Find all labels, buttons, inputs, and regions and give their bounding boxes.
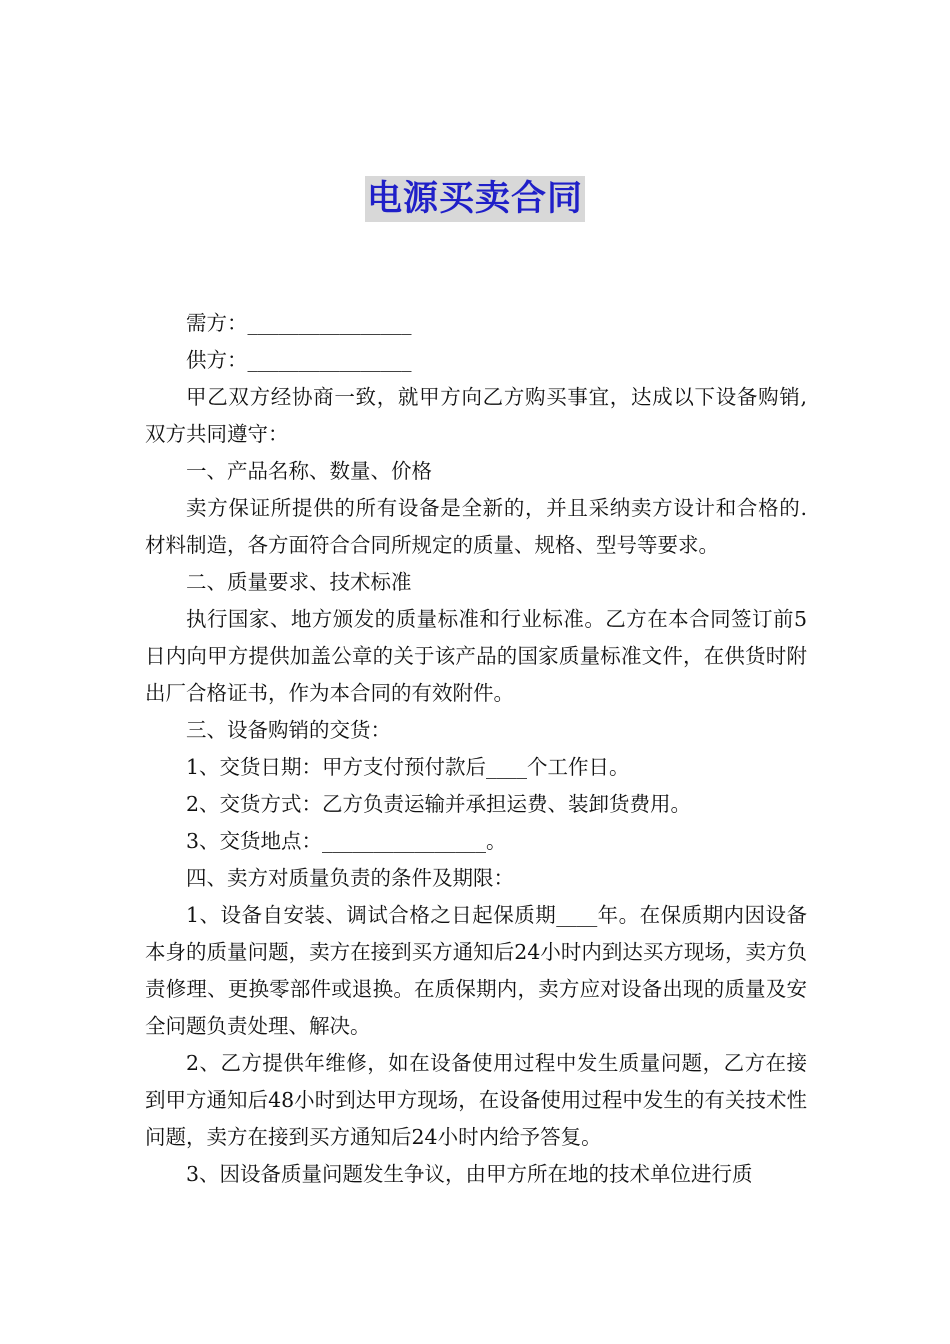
paragraph-intro: 甲乙双方经协商一致，就甲方向乙方购买事宜，达成以下设备购销,双方共同遵守： xyxy=(145,385,807,446)
clause-4-3: 3、因设备质量问题发生争议，由甲方所在地的技术单位进行质 xyxy=(186,1162,753,1186)
clause-4-2: 2、乙方提供年维修，如在设备使用过程中发生质量问题，乙方在接到甲方通知后48小时到达甲方现场，在设备使用过程中发生的有关技术性问题，卖方在接到买方通知后24小时内给予答复。 xyxy=(145,1051,807,1149)
clause-3-1: 1、交货日期：甲方支付预付款后____个工作日。 xyxy=(186,755,630,779)
clause-4-1: 1、设备自安装、调试合格之日起保质期____年。在保质期内因设备本身的质量问题，卖方在接到买方通知后24小时内到达买方现场，卖方负责修理、更换零部件或退换。在质保期内，卖方应对设备出现的质量及安全问题负责处理、解决。 xyxy=(145,903,807,1038)
section-heading-3: 三、设备购销的交货： xyxy=(186,718,391,742)
paragraph-supplier: 供方：________________ xyxy=(186,348,412,372)
document-title: 电源买卖合同 xyxy=(365,176,585,222)
paragraph-section-1: 卖方保证所提供的所有设备是全新的，并且采纳卖方设计和合格的.材料制造，各方面符合合同所规定的质量、规格、型号等要求。 xyxy=(145,496,807,557)
section-heading-2: 二、质量要求、技术标准 xyxy=(186,570,412,594)
section-heading-1: 一、产品名称、数量、价格 xyxy=(186,459,432,483)
paragraph-buyer: 需方：________________ xyxy=(186,311,412,335)
clause-3-3: 3、交货地点：________________。 xyxy=(186,829,507,853)
document-body xyxy=(145,305,807,1193)
title-container xyxy=(0,176,950,222)
clause-3-2: 2、交货方式：乙方负责运输并承担运费、装卸货费用。 xyxy=(186,792,692,816)
section-heading-4: 四、卖方对质量负责的条件及期限： xyxy=(186,866,514,890)
paragraph-section-2: 执行国家、地方颁发的质量标准和行业标准。乙方在本合同签订前5日内向甲方提供加盖公章的关于该产品的国家质量标准文件，在供货时附出厂合格证书，作为本合同的有效附件。 xyxy=(145,607,807,705)
